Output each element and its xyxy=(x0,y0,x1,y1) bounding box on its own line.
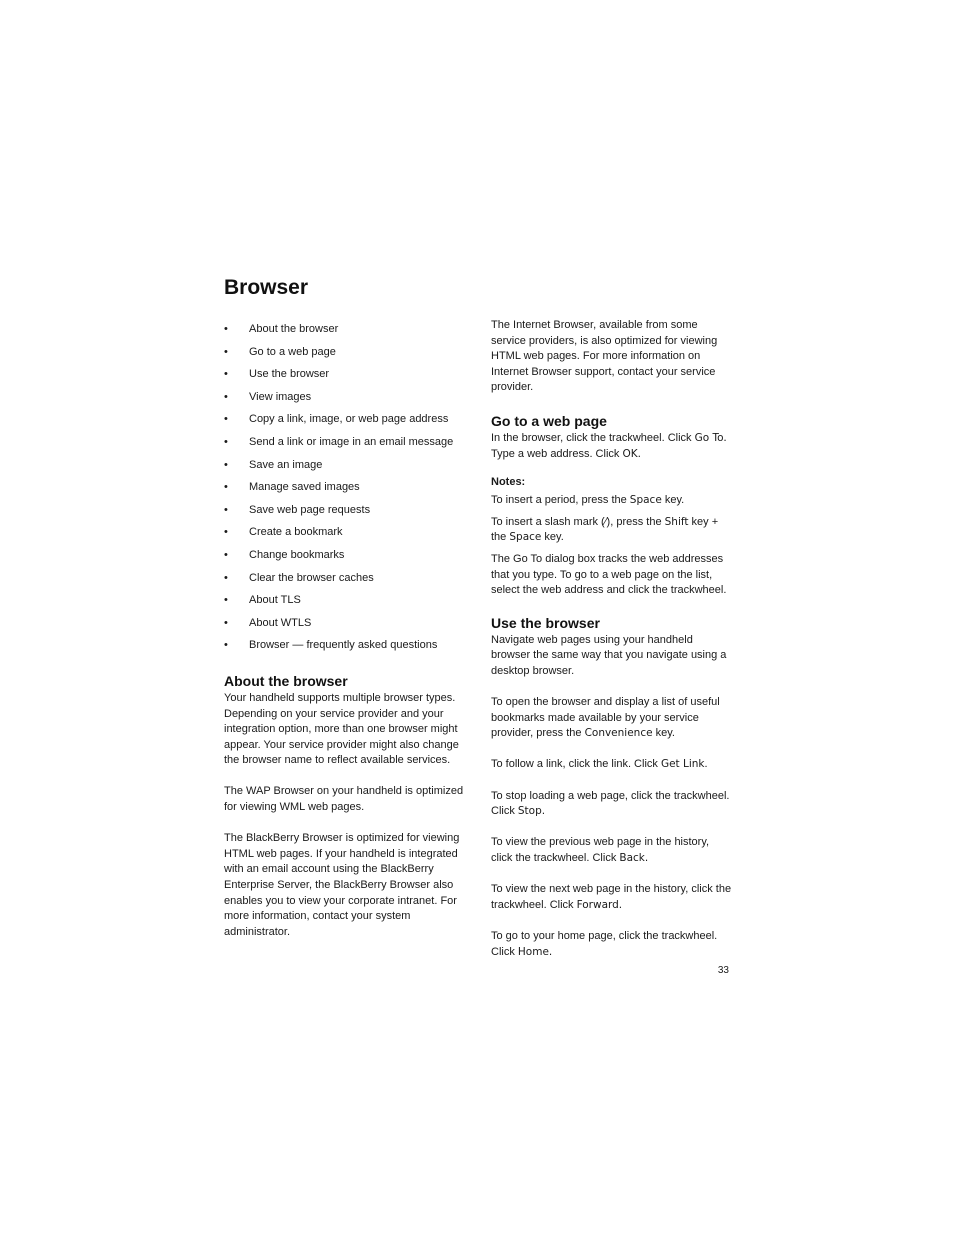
topic-label: Clear the browser caches xyxy=(249,571,374,584)
bullet-icon: • xyxy=(224,435,228,448)
topic-list-item[interactable] xyxy=(224,454,464,477)
use-paragraph xyxy=(491,789,733,820)
bullet-icon: • xyxy=(224,368,228,381)
ui-label-stop: Stop. xyxy=(517,805,546,818)
text-run: key. xyxy=(541,531,564,544)
note-paragraph xyxy=(491,515,733,546)
topic-list-item[interactable] xyxy=(224,589,464,612)
text-run: To go to your home page, click the trackwheel. Click xyxy=(491,930,718,958)
topic-label: Save web page requests xyxy=(249,503,371,516)
topic-label: Change bookmarks xyxy=(249,548,345,561)
bullet-icon: • xyxy=(224,571,228,584)
ui-label-home: Home. xyxy=(517,945,553,958)
topic-label: Send a link or image in an email message xyxy=(249,435,454,448)
text-run: To follow a link, click the link. Click xyxy=(491,758,661,771)
ui-label-back: Back. xyxy=(619,852,649,865)
topic-label: Manage saved images xyxy=(249,481,360,494)
goto-heading: Go to a web page xyxy=(491,412,607,429)
about-paragraph: The BlackBerry Browser is optimized for viewing HTML web pages. If your handheld is integrated with an email account using the BlackBerry Enterprise Server, the BlackBerry Browser also enables you to view your corporate intranet. For more information, contact your system administrator. xyxy=(224,832,460,938)
text-run: To insert a period, press the xyxy=(491,494,630,507)
bullet-icon: • xyxy=(224,548,228,561)
topic-list-item[interactable] xyxy=(224,386,464,409)
topic-list-item[interactable] xyxy=(224,499,464,522)
ui-label-space: Space xyxy=(629,494,662,507)
bullet-icon: • xyxy=(224,639,228,652)
topic-list xyxy=(224,318,464,657)
text-run: key. xyxy=(652,727,675,740)
ui-label-forward: Forward. xyxy=(576,898,623,911)
text-run: In the browser, click the trackwheel. Click xyxy=(491,431,695,444)
ui-label-space: Space xyxy=(509,531,542,544)
ui-label-go-to: Go To. xyxy=(694,431,727,444)
topic-label: About TLS xyxy=(249,594,301,607)
bullet-icon: • xyxy=(224,345,228,358)
right-column xyxy=(491,318,733,960)
topic-label: About the browser xyxy=(249,323,339,335)
goto-paragraph xyxy=(491,431,733,462)
about-paragraph: The WAP Browser on your handheld is optimized for viewing WML web pages. xyxy=(224,785,464,814)
topic-label: Go to a web page xyxy=(249,345,336,358)
bullet-icon: • xyxy=(224,616,228,629)
topic-list-item[interactable] xyxy=(224,521,464,544)
note-paragraph xyxy=(491,493,733,509)
topic-list-item[interactable] xyxy=(224,431,464,454)
use-paragraph xyxy=(491,695,733,742)
text-run: To insert a slash mark ( xyxy=(491,515,605,528)
page-title: Browser xyxy=(224,276,309,299)
bullet-icon: • xyxy=(224,594,228,607)
notes-label: Notes: xyxy=(491,476,526,489)
topic-label: Use the browser xyxy=(249,368,330,381)
bullet-icon: • xyxy=(224,503,228,516)
use-paragraph xyxy=(491,882,733,913)
text-run: To open the browser and display a list of useful bookmarks made available by your service provider, press the xyxy=(491,696,720,740)
about-heading: About the browser xyxy=(224,672,348,689)
ui-label-convenience: Convenience xyxy=(584,727,653,740)
text-run: To view the next web page in the history, click the trackwheel. Click xyxy=(491,883,732,911)
text-run: To view the previous web page in the history, click the trackwheel. Click xyxy=(491,836,710,865)
use-paragraph xyxy=(491,835,733,866)
topic-list-item[interactable] xyxy=(224,544,464,567)
topic-list-item[interactable] xyxy=(224,363,464,386)
slash-glyph: ∕ xyxy=(604,515,607,528)
use-heading: Use the browser xyxy=(491,614,600,631)
bullet-icon: • xyxy=(224,323,228,335)
topic-label: Create a bookmark xyxy=(249,526,343,539)
topic-list-item[interactable] xyxy=(224,612,464,635)
text-run: . xyxy=(704,758,708,771)
topic-list-item[interactable] xyxy=(224,341,464,364)
topic-label: About WTLS xyxy=(249,616,312,629)
about-paragraph: Your handheld supports multiple browser types. Depending on your service provider and your integration option, more than one browser might appear. Your service provider might also change the browser name to reflect available services. xyxy=(224,691,459,767)
text-run: Type a web address. Click xyxy=(491,447,623,460)
topic-label: Copy a link, image, or web page address xyxy=(249,413,449,426)
note-paragraph: The Go To dialog box tracks the web addresses that you type. To go to a web page on the list, select the web address and click the trackwheel. xyxy=(491,552,727,597)
use-paragraph: Navigate web pages using your handheld browser the same way that you navigate using a desktop browser. xyxy=(491,633,727,677)
topic-label: Browser — frequently asked questions xyxy=(249,639,438,652)
use-paragraph xyxy=(491,929,733,960)
topic-list-item[interactable] xyxy=(224,408,464,431)
bullet-icon: • xyxy=(224,390,228,403)
topic-list-item[interactable] xyxy=(224,634,464,657)
left-column xyxy=(224,318,464,940)
topic-list-item[interactable] xyxy=(224,318,464,341)
topic-list-item[interactable] xyxy=(224,476,464,499)
bullet-icon: • xyxy=(224,526,228,539)
text-run: key. xyxy=(661,494,685,507)
topic-label: Save an image xyxy=(249,458,323,471)
text-run: To stop loading a web page, click the trackwheel. Click xyxy=(491,789,730,818)
text-run: ), press the xyxy=(606,515,665,528)
use-paragraph xyxy=(491,757,733,773)
bullet-icon: • xyxy=(224,481,228,494)
ui-label-get-link: Get Link xyxy=(660,758,705,771)
text-run: key + the xyxy=(491,515,719,544)
about-paragraph: The Internet Browser, available from some service providers, is also optimized for viewing HTML web pages. For more information on Internet Browser support, contact your service provider. xyxy=(491,319,718,394)
bullet-icon: • xyxy=(224,458,228,471)
topic-list-item[interactable] xyxy=(224,567,464,590)
ui-label-ok: OK. xyxy=(622,447,641,460)
bullet-icon: • xyxy=(224,413,228,426)
topic-label: View images xyxy=(249,390,312,403)
ui-label-shift: Shift xyxy=(664,515,689,528)
page-number: 33 xyxy=(717,965,729,976)
